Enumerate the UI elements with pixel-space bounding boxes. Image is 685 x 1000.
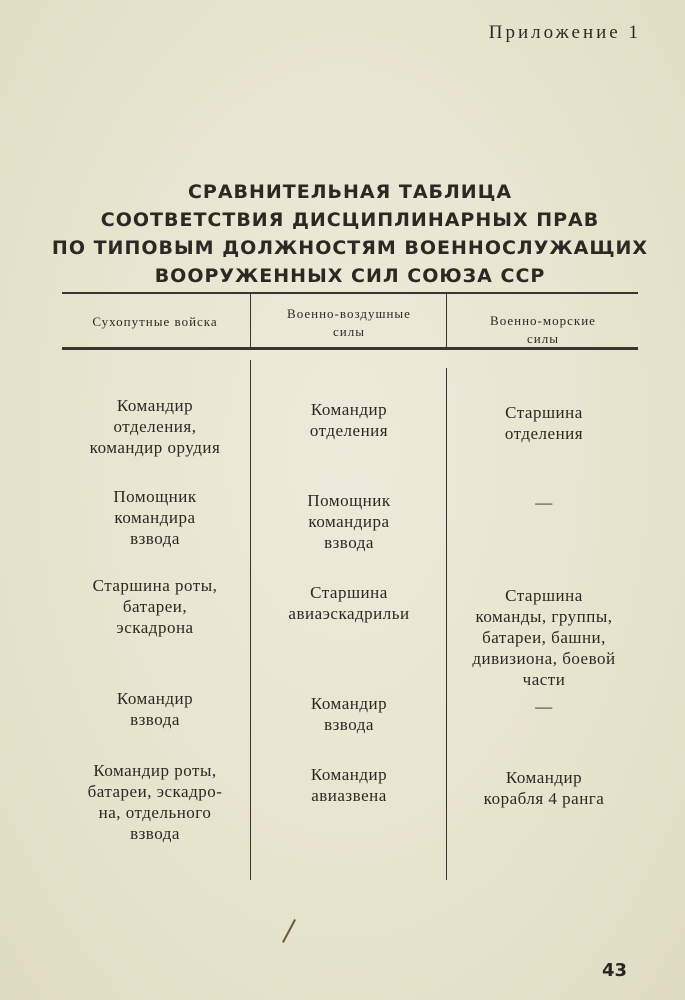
table-cell: — [535, 493, 553, 512]
header-divider [250, 294, 251, 347]
table-cell: Командир авиазвена [310, 765, 388, 805]
table-cell: Старшина команды, группы, батареи, башни, дивизиона, боевой части [472, 586, 616, 689]
table-cell: — [535, 697, 553, 716]
table-top-rule [62, 292, 638, 294]
title-line: ПО ТИПОВЫМ ДОЛЖНОСТЯМ ВОЕННОСЛУЖАЩИХ [51, 237, 649, 259]
header-ground-forces: Сухопутные войска [92, 314, 218, 329]
header-air-force: Военно-воздушные силы [287, 306, 411, 339]
table-cell: Старшина роты, батареи, эскадрона [92, 576, 218, 637]
appendix-label: Приложение 1 [488, 22, 641, 43]
table-cell: Помощник командира взвода [113, 487, 197, 548]
title-line: СРАВНИТЕЛЬНАЯ ТАБЛИЦА [187, 181, 513, 203]
title-line: ВООРУЖЕННЫХ СИЛ СОЮЗА ССР [154, 265, 546, 287]
table-cell: Старшина авиаэскадрильи [288, 583, 410, 623]
table-cell: Командир отделения [309, 400, 389, 440]
table-cell: Командир взвода [116, 689, 194, 729]
table-cell: Командир корабля 4 ранга [483, 768, 605, 808]
table-cell: Командир отделения, командир орудия [89, 396, 221, 457]
table-cell: Старшина отделения [504, 403, 584, 443]
header-navy: Военно-морские силы [490, 313, 596, 346]
pencil-mark [282, 919, 296, 943]
header-divider [446, 294, 447, 347]
table-title [50, 178, 650, 290]
column-divider [446, 368, 447, 880]
table-cell: Командир роты, батареи, эскадро- на, отдельного взвода [87, 761, 223, 843]
table-cell: Командир взвода [310, 694, 388, 734]
title-line: СООТВЕТСТВИЯ ДИСЦИПЛИНАРНЫХ ПРАВ [100, 209, 600, 231]
table-cell: Помощник командира взвода [307, 491, 391, 552]
page-number: 43 [601, 960, 627, 981]
